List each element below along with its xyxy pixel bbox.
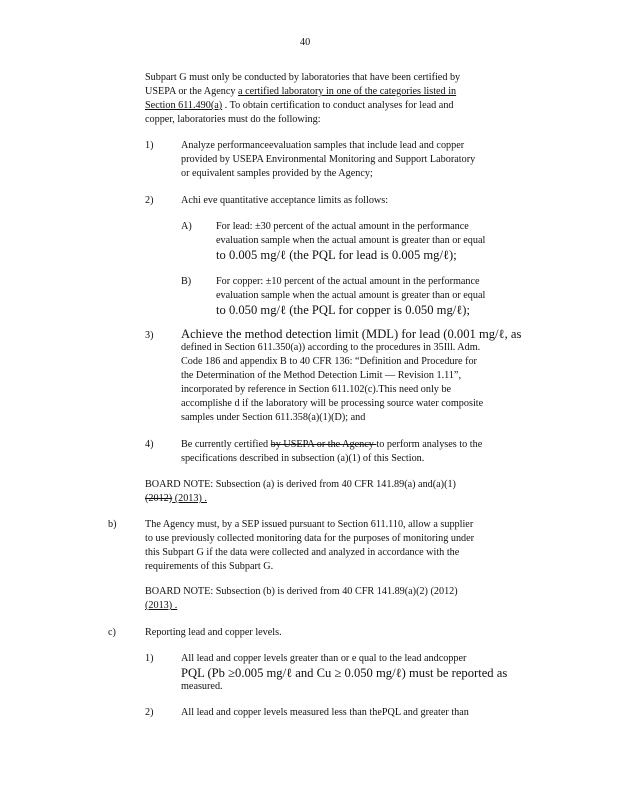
item-line: to 0.005 mg/ℓ (the PQL for lead is 0.005 mg/ℓ); — [216, 248, 457, 262]
deleted-text: by USEPA or the Agency — [270, 439, 377, 450]
item-line: Analyze performanceevaluation samples that include lead and copper — [181, 140, 465, 151]
list-item: Reporting lead and copper levels. — [145, 627, 282, 638]
item-line: evaluation sample when the actual amount is greater than or equal — [216, 235, 486, 246]
item-marker: 1) — [145, 653, 154, 664]
board-note — [145, 478, 515, 506]
list-item: All lead and copper levels measured less than thePQL and greater than — [181, 707, 469, 718]
intro-text: . To obtain certification to conduct analyses for lead and — [222, 100, 454, 111]
item-marker: 2) — [145, 195, 154, 206]
item-marker: B) — [181, 276, 192, 287]
inserted-text: (2013) . — [145, 600, 178, 611]
item-line: the Determination of the Method Detection Limit — Revision 1.11”, — [181, 370, 462, 381]
item-line: The Agency must, by a SEP issued pursuant to Section 611.110, allow a supplier — [145, 519, 474, 530]
list-item — [216, 275, 536, 317]
item-line: specifications described in subsection (a)(1) of this Section. — [181, 453, 425, 464]
item-marker: A) — [181, 221, 192, 232]
item-line: requirements of this Subpart G. — [145, 561, 274, 572]
inserted-text: a certified laboratory in one of the categories listed in — [238, 86, 457, 97]
item-marker: b) — [108, 519, 117, 530]
note-line — [145, 492, 515, 506]
item-line: or equivalent samples provided by the Agency; — [181, 168, 373, 179]
intro-text: USEPA or the Agency — [145, 86, 239, 97]
item-line: provided by USEPA Environmental Monitoring and Support Laboratory — [181, 154, 476, 165]
item-line: For copper: ±10 percent of the actual amount in the performance — [216, 276, 480, 287]
item-marker: 3) — [145, 330, 154, 341]
item-line: this Subpart G if the data were collected and analyzed in accordance with the — [145, 547, 460, 558]
item-line: Achieve the method detection limit (MDL) for lead (0.001 mg/ℓ, as — [181, 327, 522, 341]
item-line: PQL (Pb ≥0.005 mg/ℓ and Cu ≥ 0.050 mg/ℓ) must be reported as — [181, 666, 508, 680]
intro-paragraph — [145, 71, 515, 127]
item-line: samples under Section 611.358(a)(1)(D); and — [181, 412, 366, 423]
item-line: measured. — [181, 681, 223, 692]
intro-line: Subpart G must only be conducted by laboratories that have been certified by — [145, 72, 461, 83]
item-line: accomplishe d if the laboratory will be processing source water composite — [181, 398, 484, 409]
page-number: 40 — [300, 37, 311, 48]
list-item — [181, 438, 541, 466]
item-marker: 1) — [145, 140, 154, 151]
deleted-text: (2012) — [145, 493, 173, 504]
item-line: Code 186 and appendix B to 40 CFR 136: “Definition and Procedure for — [181, 356, 477, 367]
item-text: Be currently certified — [181, 439, 271, 450]
note-line: BOARD NOTE: Subsection (b) is derived from 40 CFR 141.89(a)(2) (2012) — [145, 586, 458, 597]
item-line: All lead and copper levels greater than or e qual to the lead andcopper — [181, 653, 467, 664]
list-item — [181, 139, 521, 181]
item-text: to perform analyses to the — [376, 439, 483, 450]
item-marker: 4) — [145, 439, 154, 450]
inserted-text: Section 611.490(a) — [145, 100, 223, 111]
intro-line — [145, 99, 515, 113]
intro-line — [145, 85, 515, 99]
list-item: Achi eve quantitative acceptance limits as follows: — [181, 195, 389, 206]
list-item — [181, 652, 521, 694]
item-line: evaluation sample when the actual amount is greater than or equal — [216, 290, 486, 301]
item-marker: 2) — [145, 707, 154, 718]
list-item — [145, 518, 535, 574]
item-line — [181, 438, 541, 452]
note-line: BOARD NOTE: Subsection (a) is derived from 40 CFR 141.89(a) and(a)(1) — [145, 479, 456, 490]
item-line: defined in Section 611.350(a)) according to the procedures in 35Ill. Adm. — [181, 342, 481, 353]
list-item — [181, 327, 537, 425]
item-line: to use previously collected monitoring data for the purposes of monitoring under — [145, 533, 475, 544]
item-marker: c) — [108, 627, 116, 638]
item-line: to 0.050 mg/ℓ (the PQL for copper is 0.050 mg/ℓ); — [216, 303, 470, 317]
list-item — [216, 220, 536, 262]
board-note — [145, 585, 515, 613]
item-line: incorporated by reference in Section 611.102(c).This need only be — [181, 384, 452, 395]
item-line: For lead: ±30 percent of the actual amount in the performance — [216, 221, 469, 232]
inserted-text: (2013) . — [172, 493, 207, 504]
intro-line: copper, laboratories must do the following: — [145, 114, 321, 125]
